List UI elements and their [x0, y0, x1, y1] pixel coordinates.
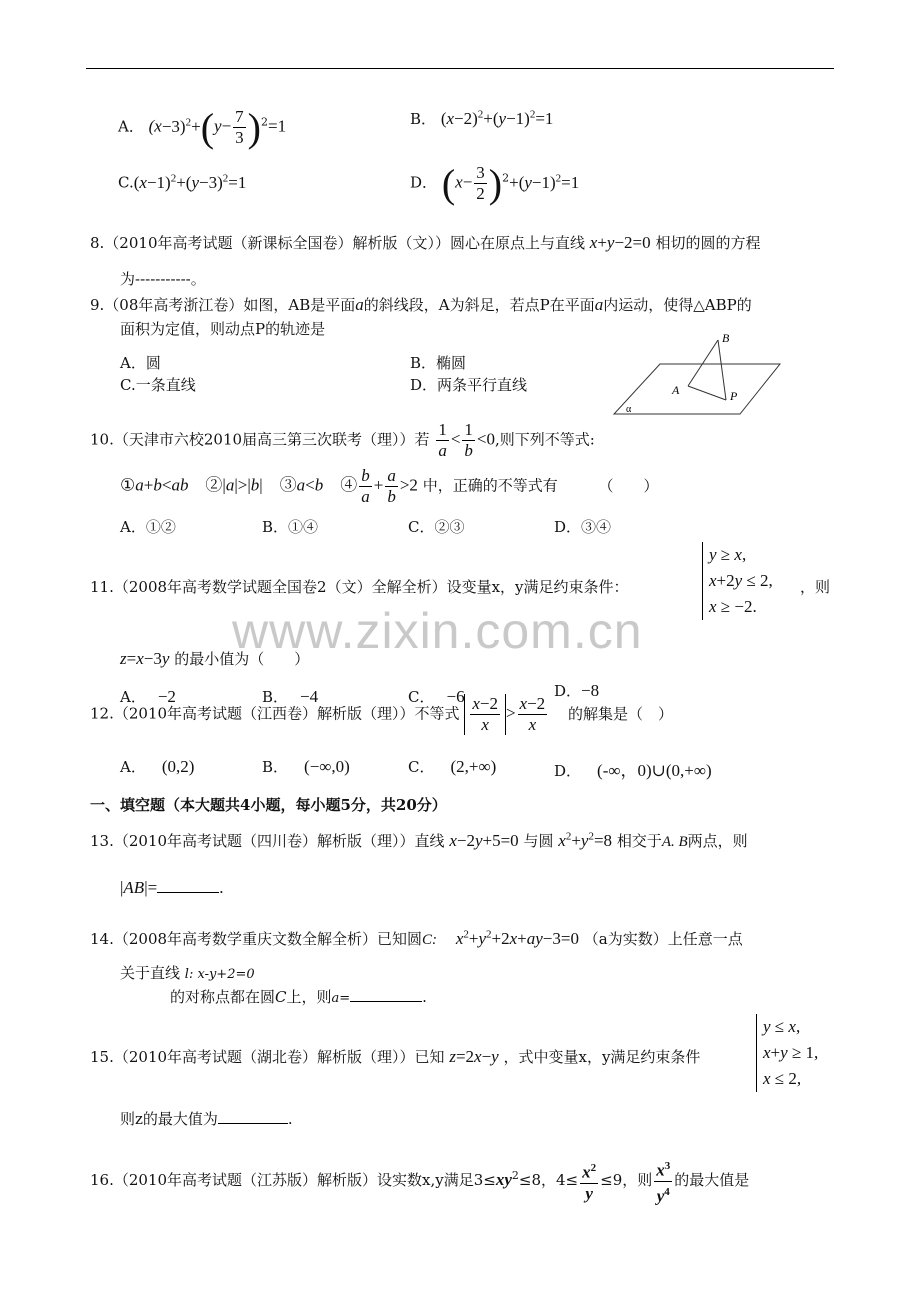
q10-line2: ①a+b<ab ②|a|>|b| ③a<b ④ $\frac{b}{a}$ + $\frac{a}{b}$ >2 中，正确的不等式有 （ ） — [120, 466, 659, 506]
q10-line2-tail: 中，正确的不等式有 — [422, 476, 558, 495]
q9-text-c: 内运动，使得△ABP的 — [603, 296, 752, 314]
q13-tail2: 两点，则 — [687, 832, 748, 850]
q14-line-eq: l: x-y+2=0 — [184, 967, 255, 982]
q14-circle-label: C — [275, 988, 287, 1006]
plane-figure — [610, 328, 790, 420]
q11-line1 — [90, 576, 629, 597]
q7-c-label: C. — [118, 173, 134, 192]
q11-option-b: B． −4 — [262, 687, 319, 706]
q10-text: 10.（天津市六校2010届高三第三次联考（理））若 — [90, 430, 430, 449]
q15-line1: 15.（2010年高考试题（湖北卷）解析版（理））已知 z=2x−y ，式中变量x，y满足约束条件 — [90, 1047, 701, 1066]
q14-line3: 的对称点都在圆C上，则a= . — [170, 988, 427, 1006]
fig-label-b: B — [722, 331, 730, 345]
q12-tail: 的解集是（ ） — [567, 704, 673, 723]
q8-line1: 8.（2010年高考试题（新课标全国卷）解析版（文））圆心在原点上与直线 x+y−2=0 相切的圆的方程 — [90, 233, 761, 252]
q9-line2: 面积为定值，则动点P的轨迹是 — [120, 320, 326, 338]
fig-label-a: A — [672, 383, 680, 397]
q10-option-c: C．②③ — [408, 518, 465, 536]
q10-option-b: B．①④ — [262, 518, 319, 536]
q7-option-d: D． (x− $\frac{3}{2}$ )$^2+(y-1)^2=1$ — [410, 161, 580, 206]
q9-text-b: 的斜线段，A为斜足，若点P在平面 — [363, 296, 595, 314]
q14-line3-text: 的对称点都在圆 — [170, 988, 276, 1006]
q9-text: 9.（08年高考浙江卷）如图，AB是平面 — [90, 296, 356, 314]
q7-a-label: A． — [118, 117, 144, 136]
q9-option-a: A．圆 — [120, 354, 161, 372]
q12-line1: 12.（2010年高考试题（江西卷）解析版（理））不等式 $\frac{x-2}{x}$ > $\frac{x-2}{x}$ 的解集是（ ） — [90, 694, 673, 734]
q11-option-a: A． −2 — [120, 687, 176, 706]
fig-label-p: P — [730, 389, 738, 403]
q13-line1: 13.（2010年高考试题（四川卷）解析版（理））直线 x−2y+5=0 与圆 $x^2+y^2=8$ 相交于A. B两点，则 — [90, 830, 748, 850]
header-rule — [86, 68, 834, 69]
q15-constraints: y ≤ x, x+y ≥ 1, x ≤ 2, — [756, 1014, 818, 1092]
q14-text: 14.（2008年高考数学重庆文数全解全析）已知圆 — [90, 930, 423, 948]
q12-option-c: C． (2,+∞) — [408, 757, 497, 776]
q9-option-d: D．两条平行直线 — [410, 376, 528, 394]
q14-line2 — [120, 962, 255, 983]
q12-option-a: A． (0,2) — [120, 757, 195, 776]
q13-mid: 与圆 — [523, 832, 554, 850]
q7-option-b: B． $(x-2)^2+(y-1)^2=1$ — [410, 108, 554, 128]
q10-option-a: A．①② — [120, 518, 176, 536]
q7-b-label: B． — [410, 110, 437, 128]
q7-option-c: $C.(x-1)^2+(y-3)^2=1$ — [118, 172, 247, 192]
q16-text: 16.（2010年高考试题（江苏版）解析版）设实数x,y满足3≤ — [90, 1171, 496, 1190]
q9-option-b: B．椭圆 — [410, 354, 467, 372]
q13-tail: 相交于 — [616, 832, 662, 850]
q15-text: 15.（2010年高考试题（湖北卷）解析版（理））已知 — [90, 1048, 445, 1066]
q16-mid2: ≤9，则 — [600, 1171, 653, 1190]
q16-mid: ≤8，4≤ — [518, 1171, 579, 1190]
q11-option-d: D．−8 — [554, 681, 600, 700]
q8-text: 8.（2010年高考试题（新课标全国卷）解析版（文））圆心在原点上与直线 — [90, 234, 585, 252]
q10-text2: ,则下列不等式: — [495, 430, 595, 449]
q8-text2: 相切的圆的方程 — [655, 234, 761, 252]
q14-tail: （a为实数）上任意一点 — [583, 930, 743, 948]
q12-option-b: B． (−∞,0) — [262, 757, 350, 776]
q15-line2: 则z的最大值为 . — [120, 1110, 293, 1128]
q14-a-label: a= — [331, 991, 351, 1006]
q14-line3-c: 上，则 — [286, 988, 332, 1006]
q11-text: 11.（2008年高考数学试题全国卷2（文）全解全析）设变量x，y满足约束条件： — [90, 578, 629, 596]
q11-line2-tail: 的最小值为（ ） — [174, 650, 310, 668]
q15-tail: ，式中变量x，y满足约束条件 — [503, 1048, 701, 1066]
q12-option-d: D． (-∞，0)∪(0,+∞) — [554, 761, 712, 780]
q10-option-d: D．③④ — [554, 518, 612, 536]
q15-line2-text: 则z的最大值为 — [120, 1110, 218, 1128]
q10-paren: （ ） — [598, 476, 659, 495]
q11-constraints: y ≥ x, x+2y ≤ 2, x ≥ −2. — [702, 542, 773, 620]
q12-text: 12.（2010年高考试题（江西卷）解析版（理））不等式 — [90, 704, 460, 723]
q14-line2-text: 关于直线 — [120, 964, 181, 982]
q9-line1: 9.（08年高考浙江卷）如图，AB是平面a的斜线段，A为斜足，若点P在平面a内运动，使得△ABP的 — [90, 295, 752, 314]
q9-option-c: C.一条直线 — [120, 376, 196, 394]
q8-line2: 为-----------。 — [120, 270, 206, 288]
q14-c-label: C: — [422, 932, 438, 948]
q13-line2: |AB|= . — [120, 878, 224, 897]
watermark: www.zixin.com.cn — [232, 603, 643, 659]
fig-label-alpha: α — [626, 404, 632, 415]
q14-line1: 14.（2008年高考数学重庆文数全解全析）已知圆C: $x^2+y^2+2x+ay-3=0$ （a为实数）上任意一点 — [90, 928, 743, 948]
q10-line1: 10.（天津市六校2010届高三第三次联考（理））若 $\frac{1}{a}$ < $\frac{1}{b}$ <0,则下列不等式: — [90, 420, 595, 460]
q16-line1: 16.（2010年高考试题（江苏版）解析版）设实数x,y满足$3\le xy^2\le 8$，4≤ $\frac{x^2}{y}$ ≤9，则 $\frac{x^3}{y^4}$ 的最大值是 — [90, 1156, 749, 1206]
q7-d-label: D． — [410, 173, 438, 192]
q13-text: 13.（2010年高考试题（四川卷）解析版（理））直线 — [90, 832, 445, 850]
q11-line2: z=x−3y 的最小值为（ ） — [120, 649, 310, 668]
q11-option-c: C． −6 — [408, 687, 465, 706]
q16-tail: 的最大值是 — [674, 1171, 750, 1190]
q11-tail: ，则 — [800, 578, 831, 596]
section-title: 一、填空题（本大题共4小题，每小题5分，共20分） — [90, 796, 447, 814]
q7-option-a: A． $(x-3)^2+(y-$ $\frac{7}{3}$ )$^2$=1 — [118, 105, 287, 150]
